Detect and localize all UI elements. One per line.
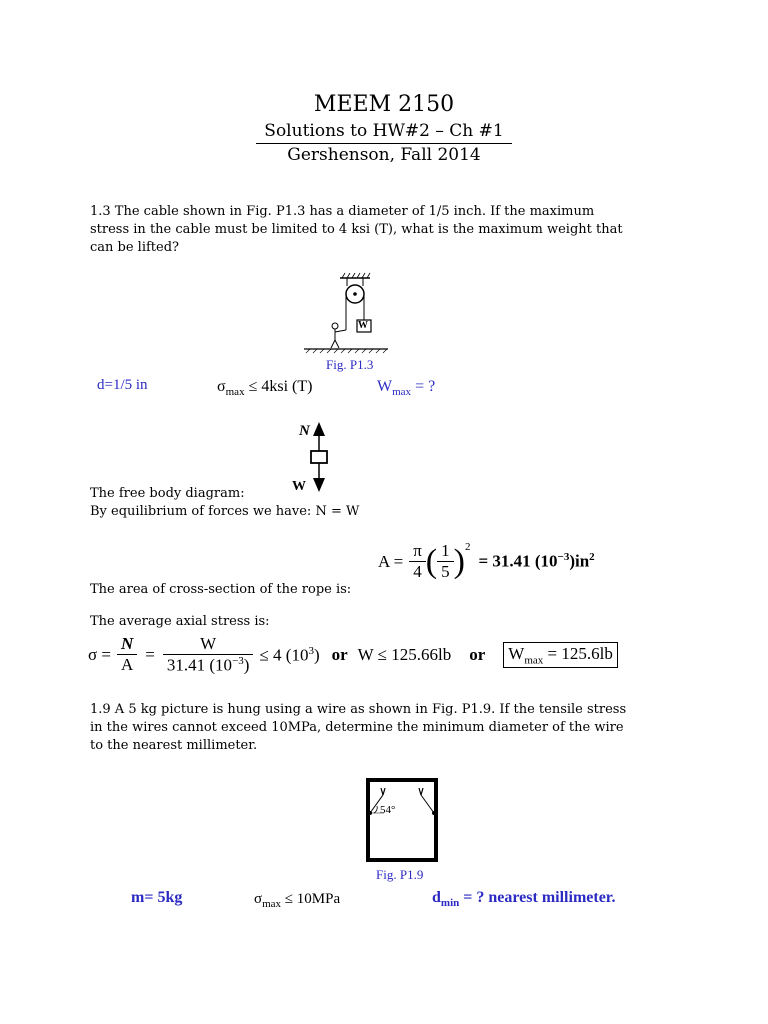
statement-line: 1.9 A 5 kg picture is hung using a wire as shown in Fig. P1.9. If the tensile stress xyxy=(90,702,627,717)
answer-value: = 125.6lb xyxy=(543,643,613,663)
sigma-symbol: σ xyxy=(217,378,226,395)
area-result xyxy=(478,551,594,572)
given-sigma-max xyxy=(217,378,312,398)
or-text: or xyxy=(469,644,486,664)
a-symbol: A xyxy=(121,655,134,675)
area-result-b: )in xyxy=(569,551,590,571)
sigma-symbol: σ xyxy=(254,891,263,907)
stress-equation xyxy=(88,634,618,676)
area-result-a: = 31.41 (10 xyxy=(478,551,558,571)
answer-box xyxy=(503,642,618,668)
limit-exp: 3 xyxy=(308,644,314,657)
stress-sigma: σ = xyxy=(88,644,112,664)
equals: = xyxy=(145,644,155,664)
limit-b: ) xyxy=(313,645,320,665)
one: 1 xyxy=(437,541,454,562)
area-text: The area of cross-section of the rope is: xyxy=(90,582,352,597)
sigma-subscript: max xyxy=(225,386,245,399)
figure-p1-9-picture-frame xyxy=(366,778,438,862)
problem-1-3-statement xyxy=(90,203,690,257)
den-b: ) xyxy=(243,655,250,675)
five: 5 xyxy=(441,562,450,581)
problem-1-9-statement xyxy=(90,701,690,755)
n-symbol: N xyxy=(117,634,137,655)
open-paren: ( xyxy=(425,542,438,580)
fbd-w-label: W xyxy=(292,479,306,494)
answer-sub: max xyxy=(524,654,544,667)
given-diameter: d=1/5 in xyxy=(97,377,148,393)
w-value: = ? xyxy=(411,378,436,395)
stress-limit xyxy=(259,645,319,666)
answer-w: W xyxy=(508,643,525,663)
area-exponent: 2 xyxy=(464,541,471,553)
statement-line: to the nearest millimeter. xyxy=(90,738,258,753)
statement-line: in the wires cannot exceed 10MPa, determine the minimum diameter of the wire xyxy=(90,720,624,735)
figure-p1-9-caption: Fig. P1.9 xyxy=(376,867,424,882)
area-lhs: A = xyxy=(378,551,404,571)
given-sigma-max xyxy=(254,891,340,910)
given-mass: m= 5kg xyxy=(131,889,183,906)
sigma-value: ≤ 4ksi (T) xyxy=(248,378,313,395)
stress-text: The average axial stress is: xyxy=(90,614,270,629)
four: 4 xyxy=(413,562,422,581)
d-symbol: d xyxy=(432,889,441,906)
area-equation xyxy=(378,541,595,582)
document-subtitle: Solutions to HW#2 – Ch #1 xyxy=(264,121,504,141)
area-denominator xyxy=(163,655,254,676)
sigma-subscript: max xyxy=(262,898,282,910)
w-over-area xyxy=(163,634,254,676)
w-subscript: max xyxy=(392,386,412,399)
statement-line: stress in the cable must be limited to 4 ksi (T), what is the maximum weight that xyxy=(90,222,623,237)
w-symbol: W xyxy=(377,378,393,395)
d-value: = ? nearest millimeter. xyxy=(459,889,616,906)
limit-a: ≤ 4 (10 xyxy=(259,645,309,665)
pi-symbol: π xyxy=(409,541,426,562)
area-result-exp: −3 xyxy=(557,551,570,564)
equilibrium-text: By equilibrium of forces we have: N = W xyxy=(90,504,360,519)
unknown-d-min xyxy=(432,889,615,909)
figure-p1-3-caption: Fig. P1.3 xyxy=(326,357,374,372)
figure-p1-3-pulley-diagram xyxy=(300,272,390,360)
free-body-diagram xyxy=(308,422,330,492)
or-text: or xyxy=(331,644,348,664)
n-over-a xyxy=(117,634,137,675)
fbd-text: The free body diagram: xyxy=(90,486,245,501)
unknown-w-max xyxy=(377,378,435,398)
w-inequality: W ≤ 125.66lb xyxy=(357,644,452,664)
d-subscript: min xyxy=(440,897,460,910)
figure-angle-label: 54° xyxy=(380,804,396,816)
den-exp: −3 xyxy=(232,655,244,667)
area-result-exp2: 2 xyxy=(589,551,595,564)
sigma-value: ≤ 10MPa xyxy=(284,891,341,907)
w-numerator: W xyxy=(163,634,254,655)
one-over-five xyxy=(437,541,454,582)
den-a: 31.41 (10 xyxy=(166,655,233,675)
figure-weight-label: W xyxy=(358,320,368,331)
close-paren: ) xyxy=(453,542,465,580)
document-title: MEEM 2150 xyxy=(313,92,455,117)
statement-line: can be lifted? xyxy=(90,240,180,255)
author-term: Gershenson, Fall 2014 xyxy=(287,145,481,165)
pi-over-four xyxy=(409,541,426,582)
fbd-n-label: N xyxy=(299,423,310,439)
statement-line: 1.3 The cable shown in Fig. P1.3 has a diameter of 1/5 inch. If the maximum xyxy=(90,204,595,219)
title-rule xyxy=(256,143,512,144)
